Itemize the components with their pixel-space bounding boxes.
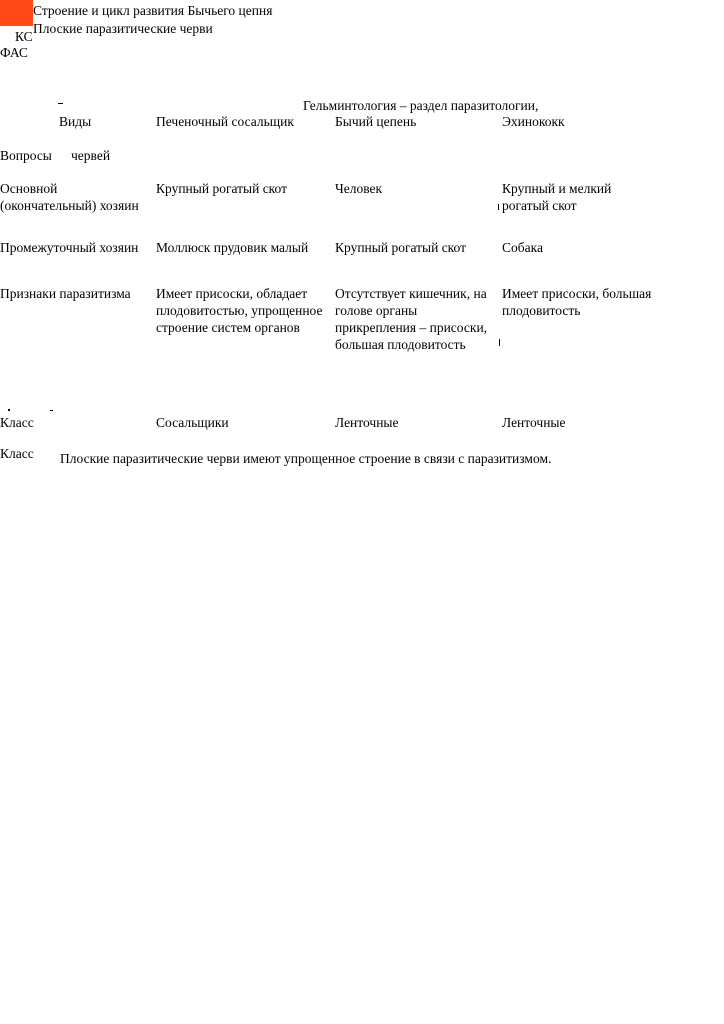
table-cell: Собака [502,240,543,255]
table-cell: Моллюск прудовик малый [156,240,309,255]
label-ks: КС [15,29,33,44]
table-cell: Отсутствует кишечник, на голове органы прикрепления – присоски, большая плодовитость [335,286,488,352]
document-title: Строение и цикл развития Бычьего цепня [33,3,273,18]
scan-mark [50,410,53,411]
table-cell: Сосальщики [156,415,229,430]
label-fas: ФАС [0,45,28,60]
table-corner-worms: червей [71,148,111,163]
table-cell: Крупный и мелкий рогатый скот [502,181,612,213]
table-cell: Ленточные [502,415,566,430]
scan-mark [498,204,499,210]
table-cell: Ленточные [335,415,399,430]
column-header-3: Эхинококк [502,114,565,129]
row-label-parasitism-signs: Признаки паразитизма [0,286,131,301]
row-label-definitive-host: Основной (окончательный) хозяин [0,181,139,213]
table-corner-questions: Вопросы [0,148,52,163]
scan-mark [499,339,500,346]
column-header-2: Бычий цепень [335,114,417,129]
footer-class-label: Класс [0,446,34,461]
table-corner-species: Виды [59,114,92,129]
logo-block [0,0,33,26]
column-header-1: Печеночный сосальщик [156,114,294,129]
table-cell: Крупный рогатый скот [335,240,467,255]
section-heading: Гельминтология – раздел паразитологии, [303,98,539,113]
table-cell: Имеет присоски, обладает плодовитостью, упрощенное строение систем органов [156,286,323,335]
document-subtitle: Плоские паразитические черви [33,21,213,36]
row-label-class: Класс [0,415,34,430]
scan-mark [58,103,63,104]
table-cell: Имеет присоски, большая плодовитость [502,286,652,318]
conclusion-text: Плоские паразитические черви имеют упрощенное строение в связи с паразитизмом. [60,451,552,466]
table-cell: Крупный рогатый скот [156,181,288,196]
table-cell: Человек [335,181,383,196]
scan-mark [8,409,10,411]
row-label-intermediate-host: Промежуточный хозяин [0,240,139,255]
